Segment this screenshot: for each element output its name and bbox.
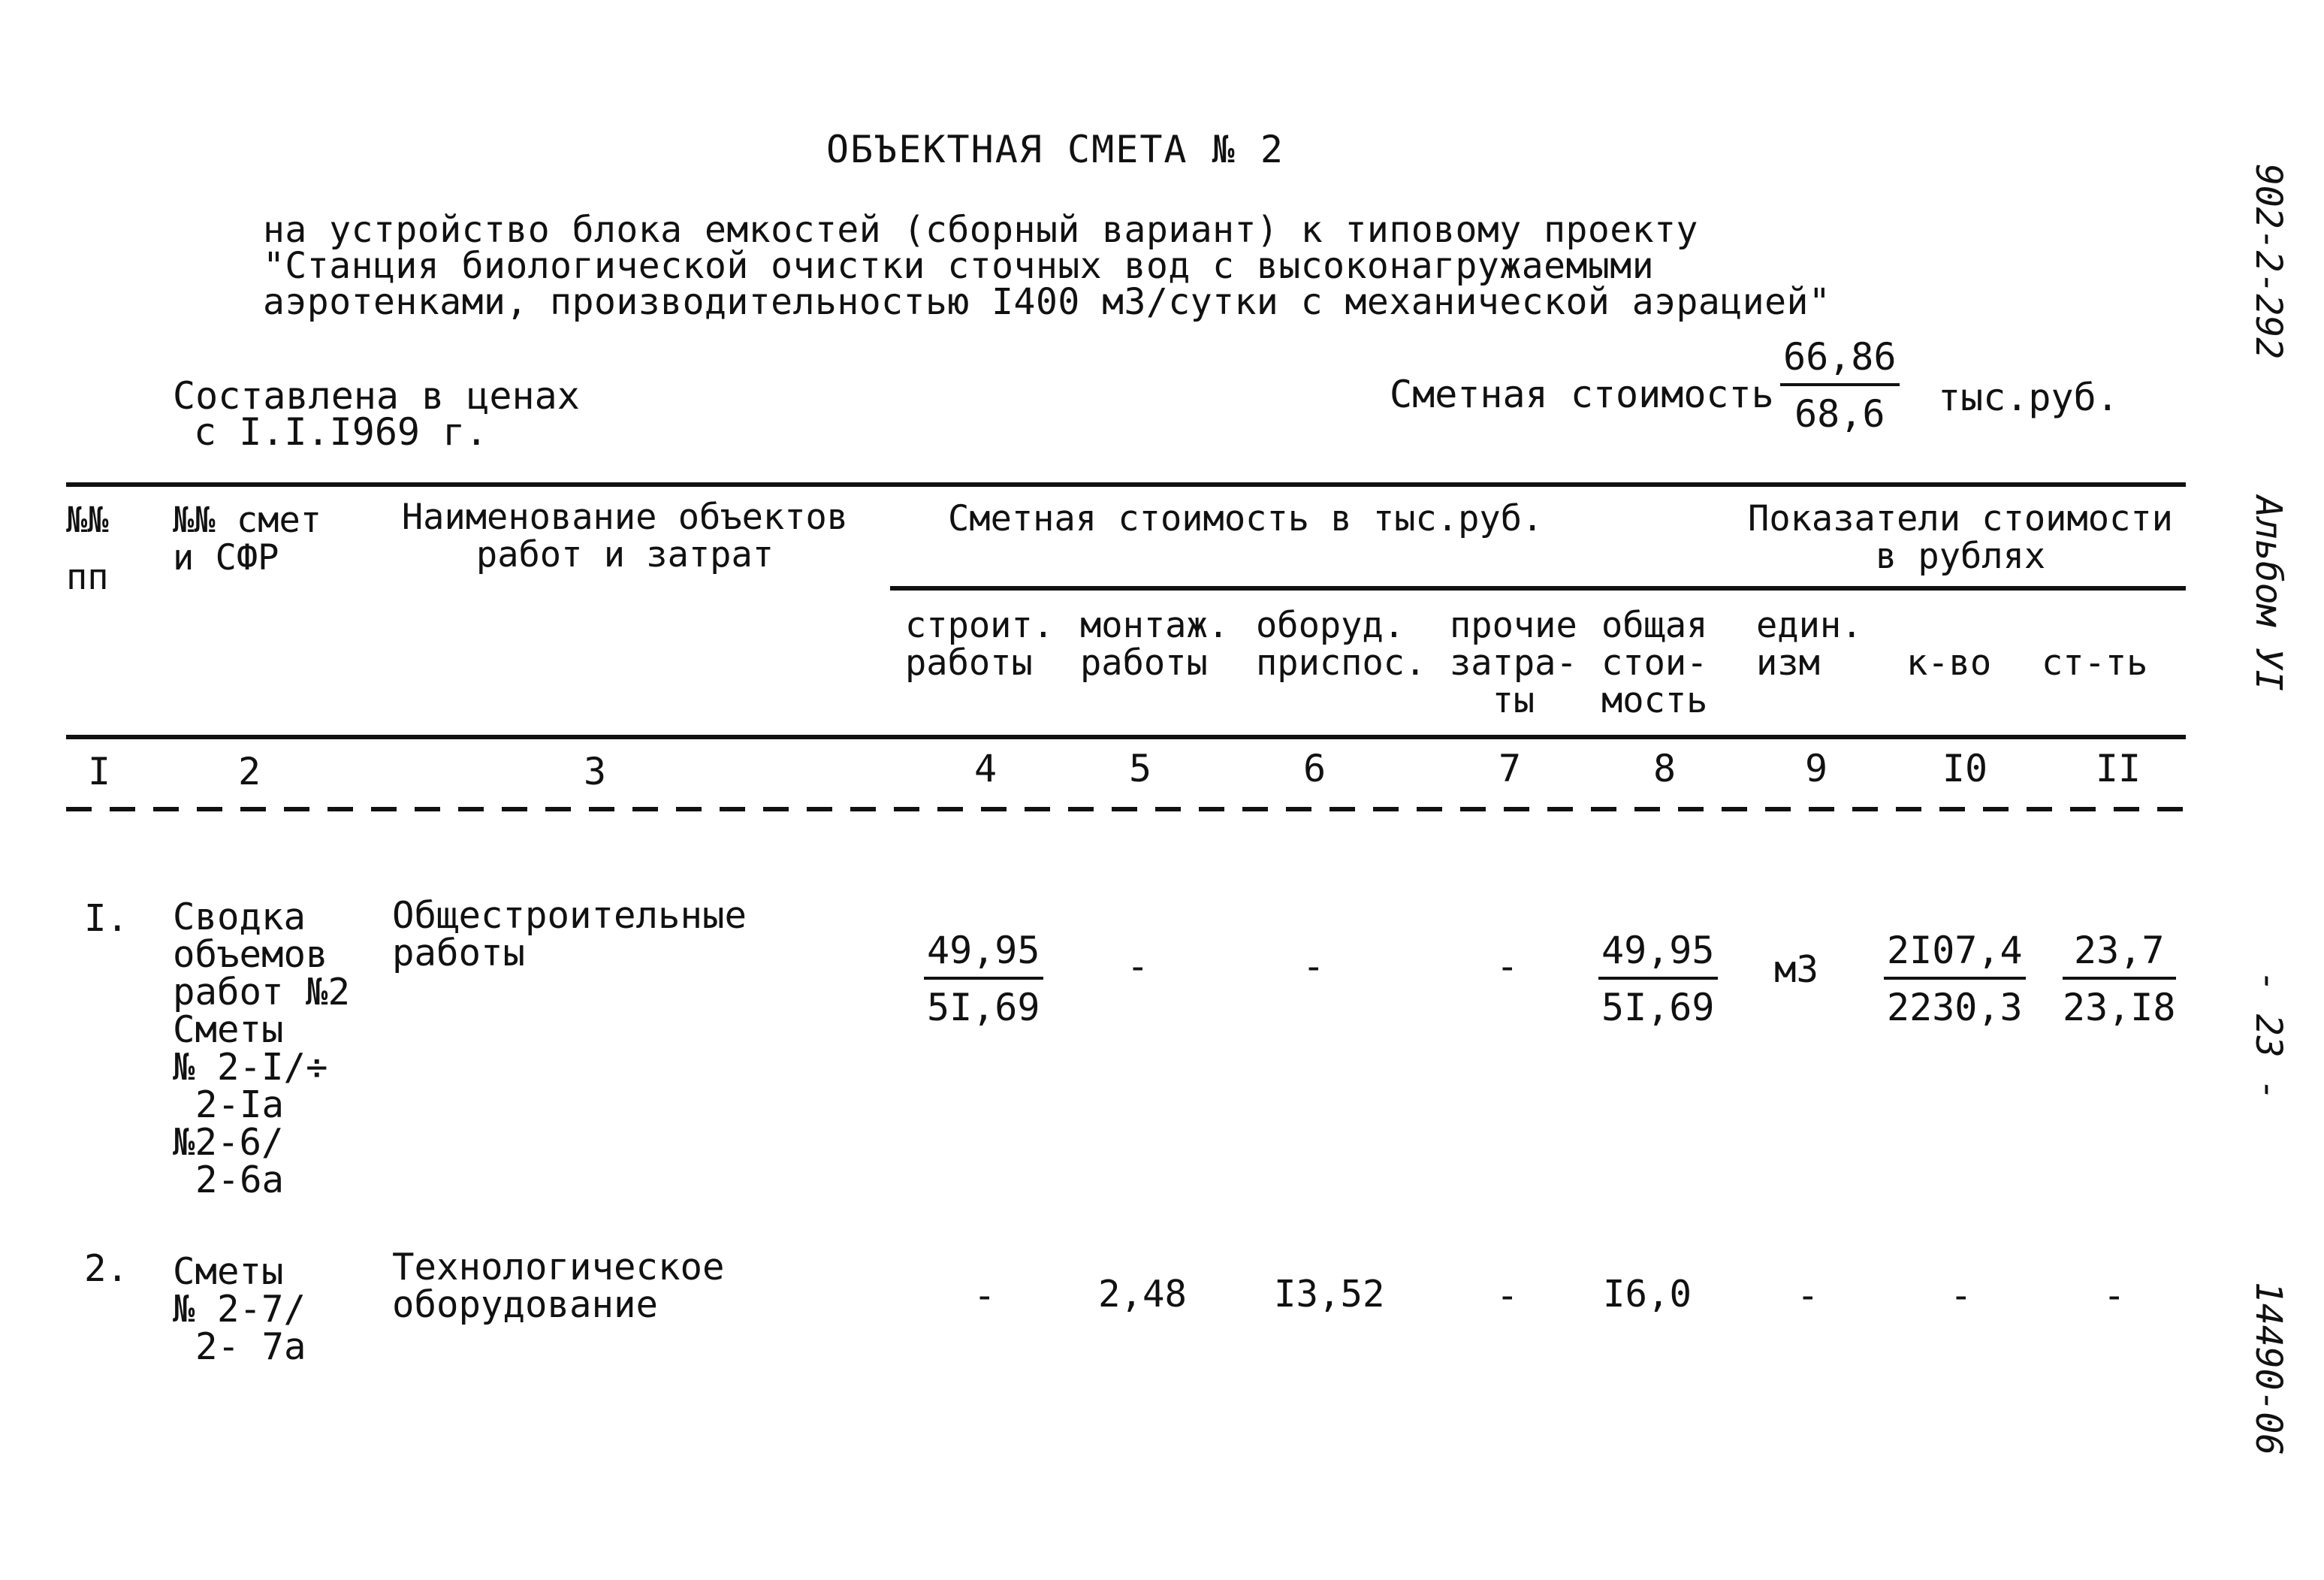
row2-unit: - <box>1797 1274 1819 1317</box>
cost-unit: тыс.руб. <box>1938 376 2119 419</box>
row1-name: Общестроительные работы <box>392 894 747 974</box>
column-number: 9 <box>1804 747 1828 790</box>
header-group-cost: Сметная стоимость в тыс.руб. <box>948 498 1544 539</box>
column-number: 6 <box>1302 747 1326 790</box>
column-number: 8 <box>1652 747 1677 790</box>
row1-total <box>1598 929 1718 1029</box>
description-line-2: "Станция биологической очистки сточных вод с высоконагружаемыми <box>263 245 1655 287</box>
header-col10: к-во <box>1906 642 1992 684</box>
header-col6: оборуд. приспос. <box>1256 605 1426 684</box>
side-album: Альбом УI <box>2247 496 2289 692</box>
header-col2: №№ смет и СФР <box>173 500 322 579</box>
side-inventory-number: 14490-06 <box>2247 1282 2289 1456</box>
row1-quantity-top: 2I07,4 <box>1884 929 2026 980</box>
row1-construction-bottom: 5I,69 <box>927 986 1040 1029</box>
cost-value <box>1780 335 1900 436</box>
header-col7: прочие затра- ты <box>1450 605 1577 721</box>
row2-installation: 2,48 <box>1098 1273 1188 1316</box>
header-group-indicators: Показатели стоимости в рублях <box>1748 498 2173 577</box>
header-col4: строит. работы <box>905 605 1055 684</box>
document-title: ОБЪЕКТНАЯ СМЕТА № 2 <box>826 128 1284 171</box>
side-page-number: - 23 - <box>2247 971 2289 1101</box>
row1-quantity-bottom: 2230,3 <box>1887 986 2023 1029</box>
cost-value-top: 66,86 <box>1780 335 1900 386</box>
header-col9: един. изм <box>1756 605 1863 684</box>
prices-label: Составлена в ценах <box>173 374 580 418</box>
row1-unit-cost <box>2063 929 2176 1029</box>
column-number: 4 <box>973 747 998 790</box>
row2-total: I6,0 <box>1603 1273 1692 1316</box>
row2-other: - <box>1496 1274 1519 1317</box>
header-col5: монтаж. работы <box>1080 605 1230 684</box>
row1-unit-cost-bottom: 23,I8 <box>2063 986 2176 1029</box>
row1-total-bottom: 5I,69 <box>1601 986 1715 1029</box>
description-line-1: на устройство блока емкостей (сборный вариант) к типовому проекту <box>263 209 1698 251</box>
row2-name: Технологическое оборудование <box>392 1246 725 1326</box>
row1-installation: - <box>1127 945 1149 988</box>
row1-estimate: Сводка объемов работ №2 Сметы № 2-I/÷ 2-Iа №2-6/ 2-6а <box>173 896 351 1201</box>
column-number: 7 <box>1498 747 1522 790</box>
header-col11: ст-ть <box>2042 642 2148 684</box>
row2-equipment: I3,52 <box>1274 1273 1385 1316</box>
column-number: I <box>87 750 111 793</box>
row1-construction-top: 49,95 <box>924 929 1043 980</box>
row2-unit-cost: - <box>2103 1274 2126 1317</box>
row2-quantity: - <box>1950 1274 1972 1317</box>
column-number: 2 <box>237 750 261 793</box>
column-number: I0 <box>1942 747 1988 790</box>
row2-construction: - <box>973 1274 996 1317</box>
column-number: 3 <box>583 750 607 793</box>
row2-number: 2. <box>84 1247 129 1290</box>
row1-number: I. <box>84 897 129 940</box>
cost-value-bottom: 68,6 <box>1794 392 1885 436</box>
header-col8: общая стои- мость <box>1601 605 1708 721</box>
cost-label: Сметная стоимость <box>1390 373 1774 416</box>
row1-unit: м3 <box>1774 948 1819 991</box>
side-code: 902-2-292 <box>2247 164 2289 360</box>
header-bottom-rule <box>66 735 2186 739</box>
row1-equipment: - <box>1302 945 1325 988</box>
row1-total-top: 49,95 <box>1598 929 1718 980</box>
header-group-rule <box>890 586 2186 591</box>
row1-unit-cost-top: 23,7 <box>2063 929 2176 980</box>
column-number: 5 <box>1128 747 1152 790</box>
table-top-rule <box>66 482 2186 487</box>
row1-quantity <box>1884 929 2026 1029</box>
description-line-3: аэротенками, производительностью I400 м3/сутки с механической аэрацией" <box>263 281 1831 323</box>
column-numbers-dashed-rule <box>66 807 2186 811</box>
prices-date: с I.I.I969 г. <box>194 410 488 454</box>
column-number: II <box>2095 747 2141 790</box>
row2-estimate: Сметы № 2-7/ 2- 7а <box>173 1250 306 1368</box>
row1-construction <box>924 929 1043 1029</box>
header-col1: №№ пп <box>66 500 109 598</box>
row1-other: - <box>1496 945 1519 988</box>
header-col3: Наименование объектов работ и затрат <box>401 497 849 576</box>
